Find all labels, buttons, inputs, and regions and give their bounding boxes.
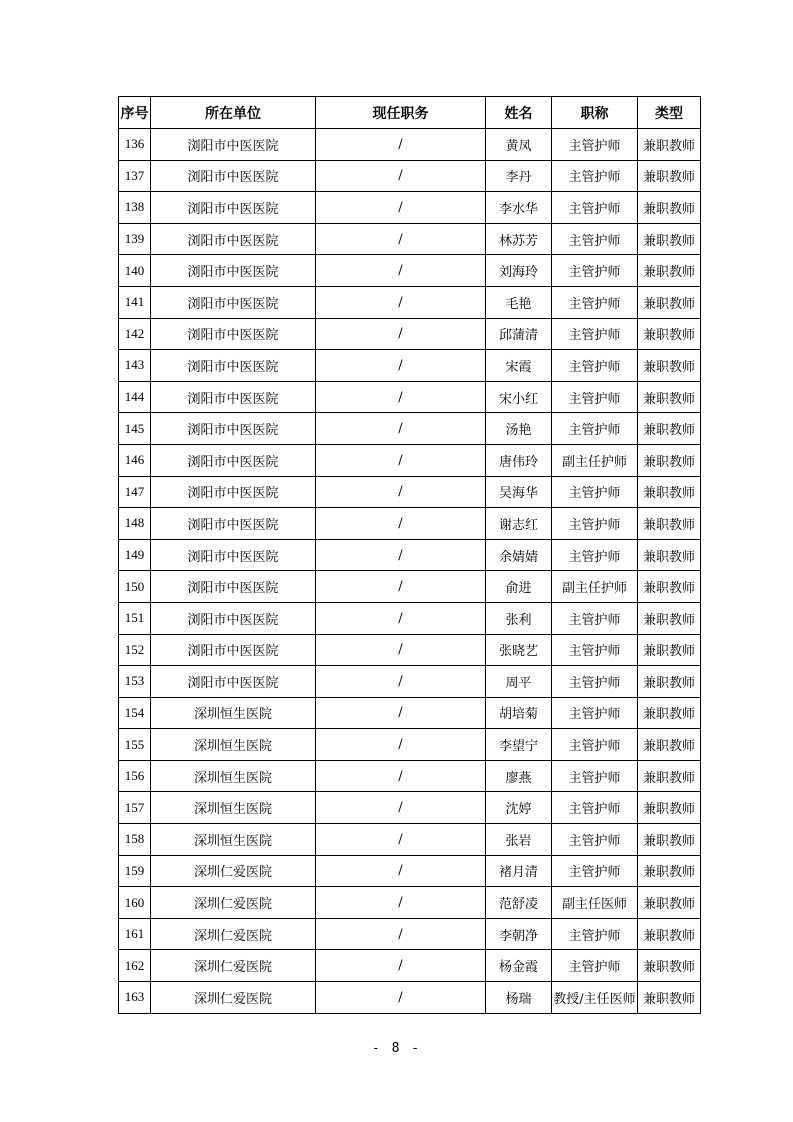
- cell-unit: 浏阳市中医医院: [151, 160, 316, 192]
- header-type: 类型: [638, 97, 701, 129]
- cell-title: 主管护师: [552, 350, 638, 382]
- cell-title: 主管护师: [552, 476, 638, 508]
- cell-index: 140: [119, 255, 151, 287]
- table-body: [119, 129, 701, 1014]
- cell-position: /: [316, 381, 486, 413]
- cell-position: /: [316, 539, 486, 571]
- cell-position: /: [316, 824, 486, 856]
- cell-index: 145: [119, 413, 151, 445]
- cell-name: 张晓艺: [486, 634, 552, 666]
- header-name: 姓名: [486, 97, 552, 129]
- cell-title: 主管护师: [552, 413, 638, 445]
- cell-index: 157: [119, 792, 151, 824]
- cell-name: 褚月清: [486, 855, 552, 887]
- table-row: [119, 887, 701, 919]
- cell-position: /: [316, 666, 486, 698]
- cell-position: /: [316, 602, 486, 634]
- header-index: 序号: [119, 97, 151, 129]
- cell-type: 兼职教师: [638, 729, 701, 761]
- cell-title: 主管护师: [552, 855, 638, 887]
- cell-title: 主管护师: [552, 286, 638, 318]
- cell-type: 兼职教师: [638, 129, 701, 161]
- cell-index: 160: [119, 887, 151, 919]
- cell-index: 155: [119, 729, 151, 761]
- header-title: 职称: [552, 97, 638, 129]
- cell-unit: 深圳恒生医院: [151, 760, 316, 792]
- cell-name: 毛艳: [486, 286, 552, 318]
- table-row: [119, 286, 701, 318]
- table-row: [119, 982, 701, 1014]
- cell-position: /: [316, 571, 486, 603]
- cell-position: /: [316, 444, 486, 476]
- cell-title: 主管护师: [552, 918, 638, 950]
- cell-type: 兼职教师: [638, 824, 701, 856]
- cell-unit: 浏阳市中医医院: [151, 444, 316, 476]
- cell-position: /: [316, 697, 486, 729]
- cell-type: 兼职教师: [638, 413, 701, 445]
- cell-name: 余婧婧: [486, 539, 552, 571]
- cell-type: 兼职教师: [638, 887, 701, 919]
- table-row: [119, 602, 701, 634]
- cell-name: 黄凤: [486, 129, 552, 161]
- cell-unit: 浏阳市中医医院: [151, 571, 316, 603]
- cell-title: 主管护师: [552, 697, 638, 729]
- cell-index: 147: [119, 476, 151, 508]
- table-row: [119, 381, 701, 413]
- cell-unit: 浏阳市中医医院: [151, 508, 316, 540]
- cell-index: 153: [119, 666, 151, 698]
- cell-name: 汤艳: [486, 413, 552, 445]
- cell-name: 李朝净: [486, 918, 552, 950]
- cell-index: 162: [119, 950, 151, 982]
- cell-type: 兼职教师: [638, 571, 701, 603]
- cell-type: 兼职教师: [638, 602, 701, 634]
- cell-name: 宋霞: [486, 350, 552, 382]
- cell-position: /: [316, 160, 486, 192]
- cell-type: 兼职教师: [638, 697, 701, 729]
- cell-type: 兼职教师: [638, 792, 701, 824]
- cell-name: 谢志红: [486, 508, 552, 540]
- cell-index: 161: [119, 918, 151, 950]
- cell-name: 李水华: [486, 192, 552, 224]
- table-row: [119, 824, 701, 856]
- table-row: [119, 255, 701, 287]
- cell-title: 主管护师: [552, 634, 638, 666]
- cell-index: 143: [119, 350, 151, 382]
- cell-type: 兼职教师: [638, 918, 701, 950]
- cell-title: 副主任护师: [552, 571, 638, 603]
- table-row: [119, 634, 701, 666]
- cell-unit: 深圳仁爱医院: [151, 950, 316, 982]
- cell-name: 邱蒲清: [486, 318, 552, 350]
- table-row: [119, 223, 701, 255]
- cell-type: 兼职教师: [638, 160, 701, 192]
- cell-type: 兼职教师: [638, 634, 701, 666]
- table-row: [119, 855, 701, 887]
- cell-type: 兼职教师: [638, 760, 701, 792]
- cell-index: 148: [119, 508, 151, 540]
- cell-name: 唐伟玲: [486, 444, 552, 476]
- cell-name: 沈婷: [486, 792, 552, 824]
- cell-name: 李丹: [486, 160, 552, 192]
- cell-type: 兼职教师: [638, 982, 701, 1014]
- cell-position: /: [316, 318, 486, 350]
- cell-title: 副主任医师: [552, 887, 638, 919]
- cell-name: 范舒凌: [486, 887, 552, 919]
- cell-index: 150: [119, 571, 151, 603]
- table-row: [119, 950, 701, 982]
- page-number: - 8 -: [371, 1041, 422, 1056]
- cell-type: 兼职教师: [638, 950, 701, 982]
- cell-unit: 浏阳市中医医院: [151, 223, 316, 255]
- cell-title: 主管护师: [552, 223, 638, 255]
- cell-position: /: [316, 223, 486, 255]
- cell-index: 158: [119, 824, 151, 856]
- cell-unit: 浏阳市中医医院: [151, 602, 316, 634]
- cell-name: 杨金霞: [486, 950, 552, 982]
- cell-position: /: [316, 476, 486, 508]
- cell-name: 杨瑞: [486, 982, 552, 1014]
- cell-index: 144: [119, 381, 151, 413]
- cell-type: 兼职教师: [638, 666, 701, 698]
- cell-index: 136: [119, 129, 151, 161]
- cell-title: 主管护师: [552, 160, 638, 192]
- cell-position: /: [316, 950, 486, 982]
- cell-position: /: [316, 982, 486, 1014]
- cell-title: 主管护师: [552, 508, 638, 540]
- cell-name: 廖燕: [486, 760, 552, 792]
- table-row: [119, 192, 701, 224]
- cell-title: 主管护师: [552, 602, 638, 634]
- table-row: [119, 444, 701, 476]
- cell-type: 兼职教师: [638, 286, 701, 318]
- table-row: [119, 318, 701, 350]
- cell-title: 主管护师: [552, 192, 638, 224]
- header-unit: 所在单位: [151, 97, 316, 129]
- cell-index: 139: [119, 223, 151, 255]
- cell-unit: 浏阳市中医医院: [151, 255, 316, 287]
- table-row: [119, 792, 701, 824]
- cell-position: /: [316, 887, 486, 919]
- cell-position: /: [316, 286, 486, 318]
- cell-position: /: [316, 792, 486, 824]
- table-row: [119, 539, 701, 571]
- cell-name: 吴海华: [486, 476, 552, 508]
- cell-unit: 浏阳市中医医院: [151, 413, 316, 445]
- cell-type: 兼职教师: [638, 318, 701, 350]
- cell-type: 兼职教师: [638, 539, 701, 571]
- cell-unit: 浏阳市中医医院: [151, 476, 316, 508]
- teacher-roster-table: [118, 96, 701, 1014]
- cell-unit: 深圳仁爱医院: [151, 982, 316, 1014]
- cell-type: 兼职教师: [638, 223, 701, 255]
- table-row: [119, 160, 701, 192]
- cell-title: 主管护师: [552, 792, 638, 824]
- cell-index: 151: [119, 602, 151, 634]
- cell-type: 兼职教师: [638, 855, 701, 887]
- cell-index: 152: [119, 634, 151, 666]
- cell-unit: 浏阳市中医医院: [151, 318, 316, 350]
- cell-title: 主管护师: [552, 824, 638, 856]
- cell-title: 主管护师: [552, 666, 638, 698]
- cell-type: 兼职教师: [638, 476, 701, 508]
- table-row: [119, 571, 701, 603]
- cell-title: 主管护师: [552, 255, 638, 287]
- cell-index: 141: [119, 286, 151, 318]
- cell-index: 156: [119, 760, 151, 792]
- cell-title: 主管护师: [552, 539, 638, 571]
- cell-name: 林苏芳: [486, 223, 552, 255]
- cell-title: 主管护师: [552, 729, 638, 761]
- cell-name: 刘海玲: [486, 255, 552, 287]
- cell-index: 142: [119, 318, 151, 350]
- cell-unit: 深圳恒生医院: [151, 697, 316, 729]
- cell-index: 149: [119, 539, 151, 571]
- cell-type: 兼职教师: [638, 255, 701, 287]
- cell-position: /: [316, 634, 486, 666]
- table-row: [119, 666, 701, 698]
- cell-index: 138: [119, 192, 151, 224]
- cell-position: /: [316, 413, 486, 445]
- cell-unit: 浏阳市中医医院: [151, 634, 316, 666]
- cell-unit: 浏阳市中医医院: [151, 192, 316, 224]
- cell-name: 周平: [486, 666, 552, 698]
- table-row: [119, 350, 701, 382]
- cell-unit: 浏阳市中医医院: [151, 286, 316, 318]
- cell-position: /: [316, 855, 486, 887]
- cell-unit: 深圳恒生医院: [151, 824, 316, 856]
- cell-name: 张岩: [486, 824, 552, 856]
- cell-title: 主管护师: [552, 381, 638, 413]
- cell-position: /: [316, 729, 486, 761]
- cell-name: 胡培菊: [486, 697, 552, 729]
- table-row: [119, 760, 701, 792]
- table-row: [119, 697, 701, 729]
- cell-title: 主管护师: [552, 129, 638, 161]
- cell-name: 张利: [486, 602, 552, 634]
- cell-unit: 浏阳市中医医院: [151, 666, 316, 698]
- cell-title: 副主任护师: [552, 444, 638, 476]
- cell-unit: 深圳仁爱医院: [151, 918, 316, 950]
- table-row: [119, 729, 701, 761]
- cell-position: /: [316, 255, 486, 287]
- cell-position: /: [316, 760, 486, 792]
- cell-index: 154: [119, 697, 151, 729]
- cell-unit: 浏阳市中医医院: [151, 381, 316, 413]
- cell-unit: 深圳恒生医院: [151, 729, 316, 761]
- table-row: [119, 508, 701, 540]
- table-row: [119, 476, 701, 508]
- cell-title: 主管护师: [552, 760, 638, 792]
- table-row: [119, 413, 701, 445]
- cell-unit: 浏阳市中医医院: [151, 539, 316, 571]
- cell-name: 李望宁: [486, 729, 552, 761]
- table-row: [119, 129, 701, 161]
- cell-position: /: [316, 350, 486, 382]
- cell-unit: 深圳仁爱医院: [151, 855, 316, 887]
- cell-position: /: [316, 192, 486, 224]
- cell-unit: 浏阳市中医医院: [151, 350, 316, 382]
- cell-type: 兼职教师: [638, 508, 701, 540]
- cell-position: /: [316, 129, 486, 161]
- cell-title: 主管护师: [552, 950, 638, 982]
- cell-unit: 浏阳市中医医院: [151, 129, 316, 161]
- cell-name: 宋小红: [486, 381, 552, 413]
- cell-position: /: [316, 918, 486, 950]
- cell-unit: 深圳仁爱医院: [151, 887, 316, 919]
- cell-index: 146: [119, 444, 151, 476]
- cell-type: 兼职教师: [638, 192, 701, 224]
- cell-index: 163: [119, 982, 151, 1014]
- cell-type: 兼职教师: [638, 444, 701, 476]
- cell-name: 俞进: [486, 571, 552, 603]
- cell-type: 兼职教师: [638, 350, 701, 382]
- cell-title: 主管护师: [552, 318, 638, 350]
- cell-position: /: [316, 508, 486, 540]
- cell-index: 137: [119, 160, 151, 192]
- cell-unit: 深圳恒生医院: [151, 792, 316, 824]
- table-header-row: [119, 97, 701, 129]
- cell-title: 教授/主任医师: [552, 982, 638, 1014]
- cell-type: 兼职教师: [638, 381, 701, 413]
- table-row: [119, 918, 701, 950]
- header-position: 现任职务: [316, 97, 486, 129]
- cell-index: 159: [119, 855, 151, 887]
